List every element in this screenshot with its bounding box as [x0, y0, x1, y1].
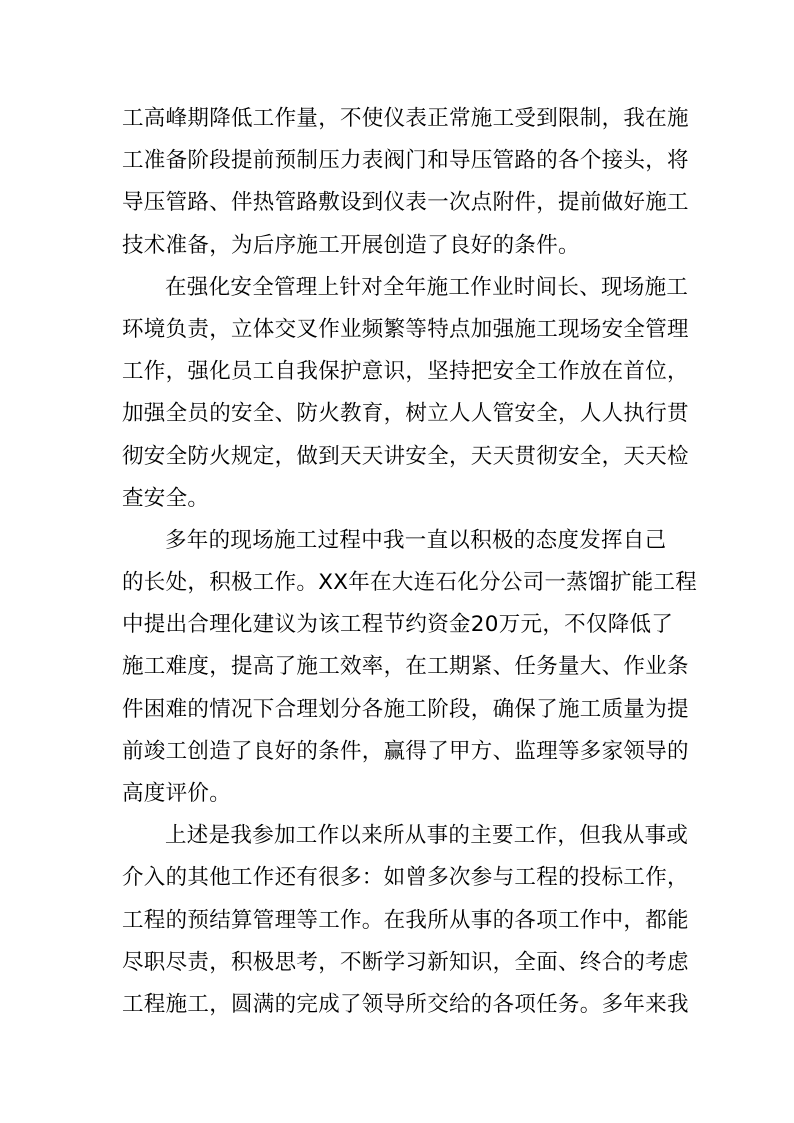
- text-line: 多年的现场施工过程中我一直以积极的态度发挥自己: [165, 527, 667, 553]
- text-line: 尽职尽责，积极思考，不断学习新知识，全面、终合的考虑: [122, 949, 689, 975]
- text-line: 中提出合理化建议为该工程节约资金20万元，不仅降低了: [122, 612, 674, 638]
- text-line: 环境负责，立体交叉作业频繁等特点加强施工现场安全管理: [122, 316, 689, 342]
- text-line: 彻安全防火规定，做到天天讲安全，天天贯彻安全，天天检: [122, 443, 689, 469]
- text-line: 的长处，积极工作。XX年在大连石化分公司一蒸馏扩能工程: [122, 570, 698, 596]
- text-line: 上述是我参加工作以来所从事的主要工作，但我从事或: [165, 823, 689, 849]
- text-line: 加强全员的安全、防火教育，树立人人管安全，人人执行贯: [122, 401, 689, 427]
- text-line: 件困难的情况下合理划分各施工阶段，确保了施工质量为提: [122, 696, 689, 722]
- text-line: 导压管路、伴热管路敷设到仪表一次点附件，提前做好施工: [122, 190, 689, 216]
- text-line: 工程的预结算管理等工作。在我所从事的各项工作中，都能: [122, 907, 689, 933]
- paragraph-3: [122, 520, 698, 815]
- text-line: 在强化安全管理上针对全年施工作业时间长、现场施工: [165, 274, 689, 300]
- text-line: 工高峰期降低工作量，不使仪表正常施工受到限制，我在施: [122, 106, 689, 131]
- text-line: 工程施工，圆满的完成了领导所交给的各项任务。多年来我: [122, 991, 689, 1017]
- paragraph-2: [122, 267, 689, 520]
- text-line: 工作，强化员工自我保护意识，坚持把安全工作放在首位，: [122, 359, 689, 385]
- paragraph-1: [122, 98, 689, 267]
- text-line: 施工难度，提高了施工效率，在工期紧、任务量大、作业条: [122, 654, 689, 680]
- text-line: 介入的其他工作还有很多：如曾多次参与工程的投标工作，: [122, 865, 689, 891]
- paragraph-4: [122, 815, 689, 1026]
- text-line: 工准备阶段提前预制压力表阀门和导压管路的各个接头，将: [122, 148, 689, 174]
- text-line: 前竣工创造了良好的条件，赢得了甲方、监理等多家领导的: [122, 738, 689, 764]
- document-body: [122, 98, 698, 1026]
- text-line: 查安全。: [122, 485, 210, 511]
- text-line: 高度评价。: [122, 781, 232, 806]
- text-line: 技术准备，为后序施工开展创造了良好的条件。: [122, 232, 580, 258]
